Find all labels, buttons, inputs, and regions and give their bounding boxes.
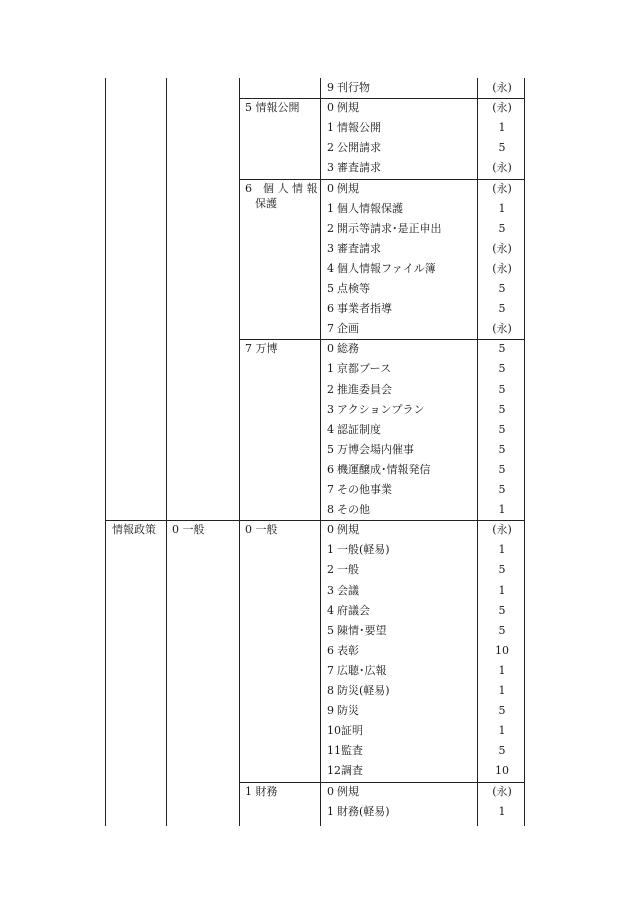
retention-period: 5: [498, 282, 506, 295]
item-number: 0: [327, 784, 334, 798]
item-number: 2: [327, 563, 334, 577]
column-rule-0: [105, 78, 106, 826]
item-name: 総務: [337, 342, 359, 356]
retention-period: (永): [492, 261, 512, 275]
section-rule: [239, 98, 525, 99]
item-name: 事業者指導: [337, 302, 392, 316]
retention-period: (永): [492, 322, 512, 336]
retention-period: 5: [498, 221, 506, 235]
item-name: 一般: [337, 563, 359, 577]
item-number: 11: [327, 744, 341, 758]
retention-period: 1: [498, 724, 506, 738]
retention-period: 5: [498, 462, 506, 476]
retention-period: (永): [492, 241, 512, 255]
item-number: 2: [327, 221, 334, 235]
column-rule-2: [239, 78, 240, 826]
item-number: 6: [327, 302, 334, 316]
item-number: 1: [327, 121, 334, 135]
item-name: 陳情･要望: [337, 623, 387, 637]
item-name: 例規: [337, 101, 359, 115]
item-number: 0: [327, 101, 334, 115]
item-name: 例規: [337, 523, 359, 537]
item-name: 府議会: [337, 603, 370, 617]
retention-period: 1: [498, 201, 506, 215]
retention-period: (永): [492, 784, 512, 798]
item-name: 企画: [337, 322, 359, 336]
item-number: 7: [327, 663, 334, 677]
item-name: 審査請求: [337, 241, 381, 255]
group-label: 6 個 人 情 報: [245, 181, 318, 195]
item-name: 万博会場内催事: [337, 442, 414, 456]
retention-period: 1: [498, 663, 506, 677]
retention-period: (永): [492, 523, 512, 537]
group-label: 1 財務: [245, 784, 278, 798]
retention-period: (永): [492, 101, 512, 115]
item-name: 点検等: [337, 282, 370, 295]
item-number: 9: [327, 81, 334, 94]
item-number: 0: [327, 181, 334, 195]
item-name: 審査請求: [337, 161, 381, 175]
section-rule: [105, 520, 525, 521]
item-number: 4: [327, 603, 334, 617]
item-name: アクションプラン: [337, 402, 425, 416]
item-number: 1: [327, 804, 334, 818]
category-label: 情報政策: [112, 523, 156, 537]
retention-period: 5: [498, 302, 506, 316]
item-number: 9: [327, 704, 334, 718]
retention-period: 1: [498, 121, 506, 135]
retention-period: 5: [498, 342, 506, 356]
item-number: 8: [327, 503, 334, 517]
item-number: 5: [327, 623, 334, 637]
item-name: 推進委員会: [337, 382, 392, 396]
item-number: 7: [327, 483, 334, 496]
retention-period: 5: [498, 744, 506, 758]
item-number: 4: [327, 422, 334, 436]
retention-period: 5: [498, 563, 506, 577]
item-name: 表彰: [337, 643, 359, 657]
retention-period: 5: [498, 382, 506, 396]
column-rule-3: [320, 78, 321, 826]
item-number: 1: [327, 543, 334, 557]
group-label: 5 情報公開: [245, 101, 300, 115]
retention-period: (永): [492, 81, 512, 94]
item-number: 5: [327, 282, 334, 295]
item-number: 3: [327, 402, 334, 416]
item-number: 7: [327, 322, 334, 336]
item-name: 一般(軽易): [337, 543, 390, 557]
item-name: 個人情報保護: [337, 201, 403, 215]
group-label-cont: 保護: [255, 196, 277, 210]
item-number: 3: [327, 241, 334, 255]
retention-period: 10: [495, 764, 509, 778]
item-name: その他事業: [337, 483, 392, 496]
retention-period: 1: [498, 543, 506, 557]
item-number: 1: [327, 201, 334, 215]
item-name: 例規: [337, 181, 359, 195]
section-rule: [239, 782, 525, 783]
item-number: 12: [327, 764, 341, 778]
item-name: 監査: [341, 744, 363, 758]
retention-period: 1: [498, 684, 506, 697]
item-name: 防災(軽易): [337, 684, 390, 697]
item-number: 10: [327, 724, 341, 738]
section-rule: [239, 179, 525, 180]
retention-period: 5: [498, 442, 506, 456]
item-name: 防災: [337, 704, 359, 718]
item-name: 機運醸成･情報発信: [337, 462, 431, 476]
section-rule: [239, 339, 525, 340]
retention-period: 1: [498, 503, 506, 517]
item-name: 認証制度: [337, 422, 381, 436]
item-name: 情報公開: [337, 121, 381, 135]
item-name: 会議: [337, 583, 359, 597]
retention-period: 5: [498, 623, 506, 637]
retention-period: 1: [498, 583, 506, 597]
retention-period: 5: [498, 402, 506, 416]
item-number: 8: [327, 684, 334, 697]
item-number: 1: [327, 362, 334, 376]
item-name: 例規: [337, 784, 359, 798]
retention-period: 5: [498, 603, 506, 617]
column-rule-1: [166, 78, 167, 826]
item-number: 5: [327, 442, 334, 456]
retention-period: 5: [498, 141, 506, 155]
item-number: 0: [327, 523, 334, 537]
group-label: 0 一般: [245, 523, 278, 537]
retention-period: 5: [498, 422, 506, 436]
item-name: その他: [337, 503, 370, 517]
retention-period: 10: [495, 643, 509, 657]
item-number: 3: [327, 161, 334, 175]
retention-period: 5: [498, 704, 506, 718]
retention-period: 5: [498, 362, 506, 376]
retention-period: 5: [498, 483, 506, 496]
item-number: 4: [327, 261, 334, 275]
item-number: 6: [327, 643, 334, 657]
item-name: 調査: [341, 764, 363, 778]
item-name: 京都ブース: [337, 362, 392, 376]
item-name: 証明: [341, 724, 363, 738]
item-name: 公開請求: [337, 141, 381, 155]
item-name: 広聴･広報: [337, 663, 387, 677]
item-name: 個人情報ファイル簿: [337, 261, 436, 275]
item-number: 6: [327, 462, 334, 476]
item-name: 刊行物: [337, 81, 370, 94]
item-number: 2: [327, 141, 334, 155]
item-number: 0: [327, 342, 334, 356]
item-number: 2: [327, 382, 334, 396]
item-name: 財務(軽易): [337, 804, 390, 818]
group-label: 7 万博: [245, 342, 278, 356]
retention-period: (永): [492, 181, 512, 195]
item-number: 3: [327, 583, 334, 597]
retention-period: 1: [498, 804, 506, 818]
subcategory-label: 0 一般: [172, 523, 205, 537]
item-name: 開示等請求･是正申出: [337, 221, 442, 235]
retention-period: (永): [492, 161, 512, 175]
